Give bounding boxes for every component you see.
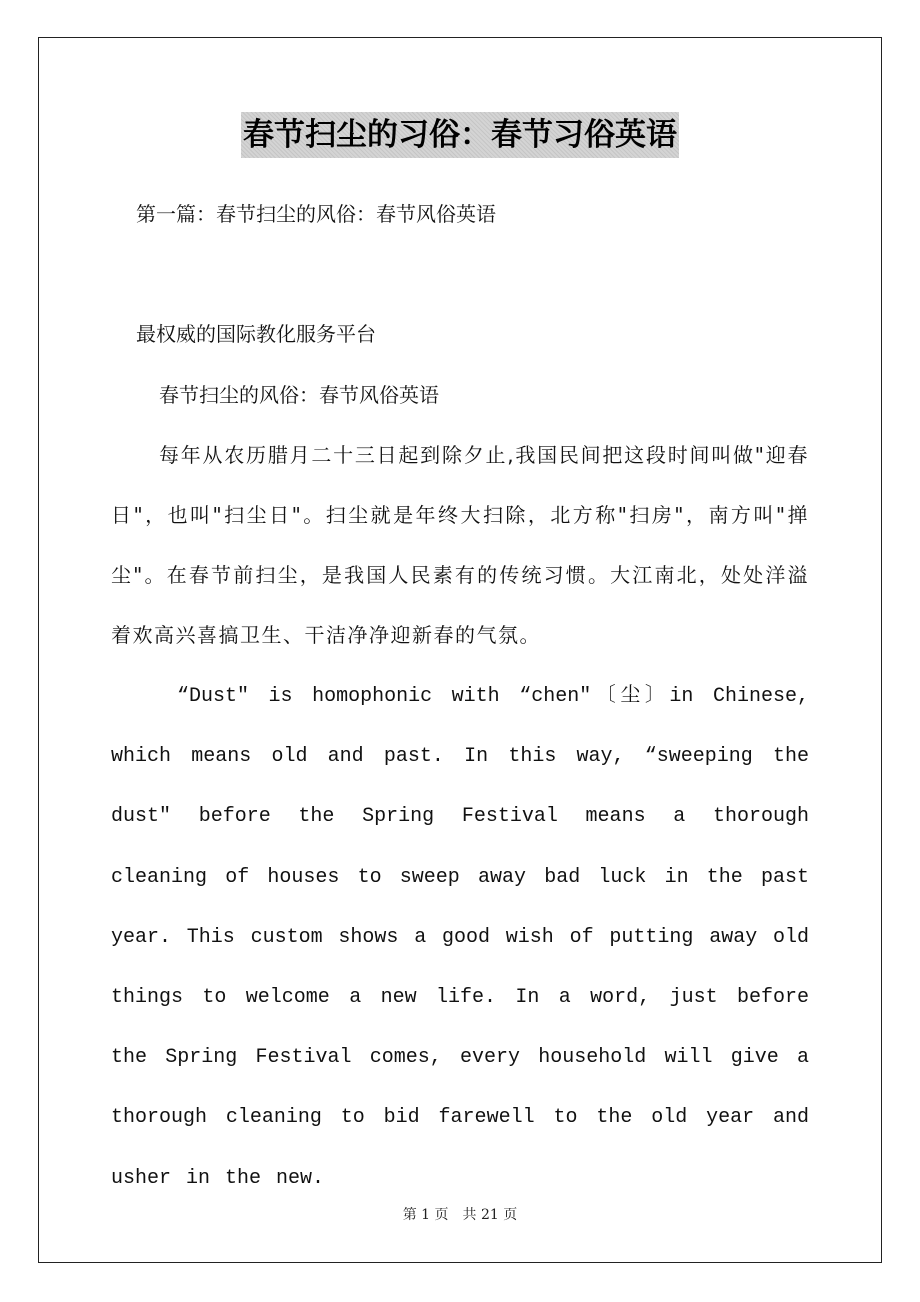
- english-paragraph: “Dust″ is homophonic with “chen″〔尘〕in Chinese, which means old and past. In this way, “sweeping the dust″ before the Spring Festival means a thorough cleaning of houses to sweep away bad luck in the past year. This custom shows a good wish of putting away old things to welcome a new life. In a word, just before the Spring Festival comes, every household will give a thorough cleaning to bid farewell to the old year and usher in the new.: [111, 685, 809, 1190]
- page-footer: [0, 1205, 920, 1225]
- platform-line: 最权威的国际教化服务平台: [136, 322, 376, 346]
- document-title-text: 春节扫尘的习俗：春节习俗英语: [241, 112, 679, 158]
- page-indicator: 第 1 页 共 21 页: [402, 1207, 518, 1223]
- chapter-heading: 第一篇：春节扫尘的风俗：春节风俗英语: [136, 202, 496, 226]
- sub-heading: 春节扫尘的风俗：春节风俗英语: [159, 383, 439, 407]
- chinese-paragraph: 每年从农历腊月二十三日起到除夕止,我国民间把这段时间叫做"迎春日"，也叫"扫尘日"。扫尘就是年终大扫除，北方称"扫房"，南方叫"掸尘"。在春节前扫尘，是我国人民素有的传统习惯。大江南北，处处洋溢着欢高兴喜搞卫生、干洁净净迎新春的气氛。: [111, 443, 809, 647]
- document-title: [0, 112, 920, 158]
